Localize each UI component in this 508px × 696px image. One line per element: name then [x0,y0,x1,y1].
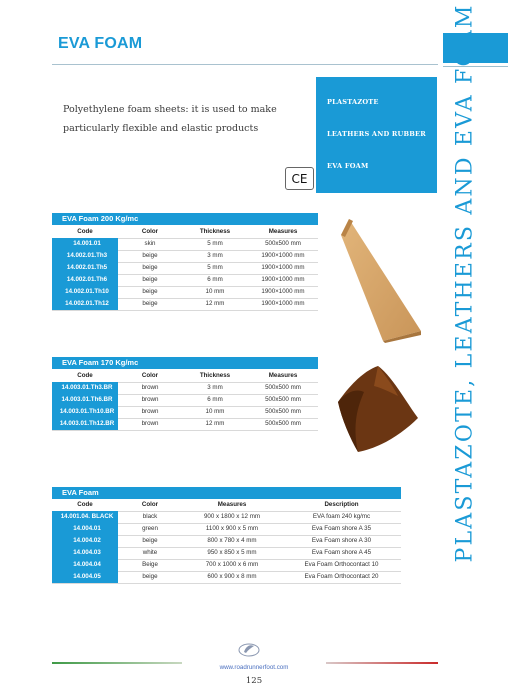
table3-cell: Eva Foam shore A 30 [311,537,372,544]
table2-header-cell: Thickness [199,372,231,379]
table3-title: EVA Foam [52,487,401,499]
table3-cell: Beige [142,561,158,568]
table1-cell: beige [142,300,158,307]
product-description: Polyethylene foam sheets: it is used to make particularly flexible and elastic products [63,104,277,134]
table1-cell: 1900×1000 mm [261,288,305,295]
table2-header-cell: Code [77,372,93,379]
category-menu [316,77,437,193]
table3-code-cell: 14.004.01 [52,523,118,535]
table3-cell: 700 x 1000 x 6 mm [205,561,259,568]
table1-code-cell: 14.002.01.Th6 [52,274,118,286]
table1-cell: skin [144,240,156,247]
table1-header-cell: Code [77,228,93,235]
table2-code-cell: 14.003.01.Th6.BR [52,394,118,406]
page-number: 125 [245,676,263,686]
table1-cell: 10 mm [205,288,225,295]
table3-cell: 900 x 1800 x 12 mm [203,513,261,520]
beige-foam-board-image [335,213,425,343]
table3-cell: Eva Foam Orthocontact 10 [304,561,379,568]
table2-cell: brown [141,420,159,427]
table3-cell: beige [142,537,158,544]
table3-cell: 600 x 900 x 8 mm [207,573,257,580]
table3-cell: black [142,513,158,520]
menu-item-leathers-rubber[interactable]: LEATHERS AND RUBBER [327,130,426,138]
table3-cell: 1100 x 900 x 5 mm [205,525,259,532]
vertical-section-title: PLASTAZOTE, LEATHERS AND EVA FOAM [452,3,478,563]
table1-row [52,298,318,311]
table3-cell: 950 x 850 x 5 mm [207,549,257,556]
table1-cell: 1900×1000 mm [261,252,305,259]
table1-header-cell: Color [141,228,159,235]
table1-code-cell: 14.002.01.Th5 [52,262,118,274]
table3-cell: white [142,549,158,556]
table1-cell: 1900×1000 mm [261,300,305,307]
table1-cell: 5 mm [207,264,223,271]
table2-cell: 500x500 mm [265,384,301,391]
table1-cell: beige [142,252,158,259]
table3-header-cell: Color [141,501,159,508]
table3-cell: Eva Foam Orthocontact 20 [304,573,379,580]
table2-code-cell: 14.003.01.Th3.BR [52,382,118,394]
table1-cell: beige [142,276,158,283]
table1-cell: 500x500 mm [265,240,301,247]
table1-cell: 1900×1000 mm [261,264,305,271]
table2-cell: 500x500 mm [265,396,301,403]
table1-cell: 6 mm [207,276,223,283]
table1-cell: beige [142,264,158,271]
table1-cell: beige [142,288,158,295]
table3-cell: Eva Foam shore A 45 [311,549,372,556]
menu-item-plastazote[interactable]: PLASTAZOTE [327,98,379,106]
table3-header-cell: Code [77,501,93,508]
title-divider [52,64,438,65]
table1-header-cell: Measures [268,228,298,235]
table3-row [52,571,401,584]
menu-item-eva-foam[interactable]: EVA FOAM [327,162,369,170]
table1-code-cell: 14.002.01.Th12 [52,298,118,310]
table2-code-cell: 14.003.01.Th12.BR [52,418,118,430]
table1-cell: 1900×1000 mm [261,276,305,283]
table1-header-cell: Thickness [199,228,231,235]
table2-cell: brown [141,408,159,415]
table3-code-cell: 14.004.03 [52,547,118,559]
table2-header-cell: Color [141,372,159,379]
table2-cell: 500x500 mm [265,408,301,415]
table3-cell: beige [142,573,158,580]
table1-cell: 12 mm [205,300,225,307]
roadrunner-logo-icon [236,640,262,658]
table2-cell: brown [141,396,159,403]
table2-cell: 500x500 mm [265,420,301,427]
table1-title: EVA Foam 200 Kg/mc [52,213,318,225]
table3-cell: EVA foam 240 kg/mc [312,513,371,520]
table2-cell: 12 mm [205,420,225,427]
table3-header-cell: Description [324,501,359,508]
table2-title: EVA Foam 170 Kg/mc [52,357,318,369]
table1-code-cell: 14.002.01.Th10 [52,286,118,298]
ce-mark: CE [285,167,314,190]
table3-code-cell: 14.001.04. BLACK [52,511,118,523]
table1-cell: 5 mm [207,240,223,247]
table3-code-cell: 14.004.04 [52,559,118,571]
table2-cell: 6 mm [207,396,223,403]
table1-cell: 3 mm [207,252,223,259]
table3-cell: 800 x 780 x 4 mm [207,537,257,544]
footer-website-link[interactable]: www.roadrunnerfoot.com [219,664,289,671]
vertical-section-title-wrap [448,3,482,563]
brown-foam-sheet-image [332,362,422,457]
table2-cell: 3 mm [207,384,223,391]
table3-header-cell: Measures [217,501,247,508]
table3-code-cell: 14.004.02 [52,535,118,547]
table2-code-cell: 14.003.01.Th10.BR [52,406,118,418]
table2-cell: brown [141,384,159,391]
page-title: EVA FOAM [58,35,143,52]
table2-cell: 10 mm [205,408,225,415]
table1-code-cell: 14.001.01 [52,238,118,250]
table3-code-cell: 14.004.05 [52,571,118,583]
table3-cell: Eva Foam shore A 35 [311,525,372,532]
table3-cell: green [142,525,158,532]
table2-header-cell: Measures [268,372,298,379]
table1-code-cell: 14.002.01.Th3 [52,250,118,262]
table2-row [52,418,318,431]
